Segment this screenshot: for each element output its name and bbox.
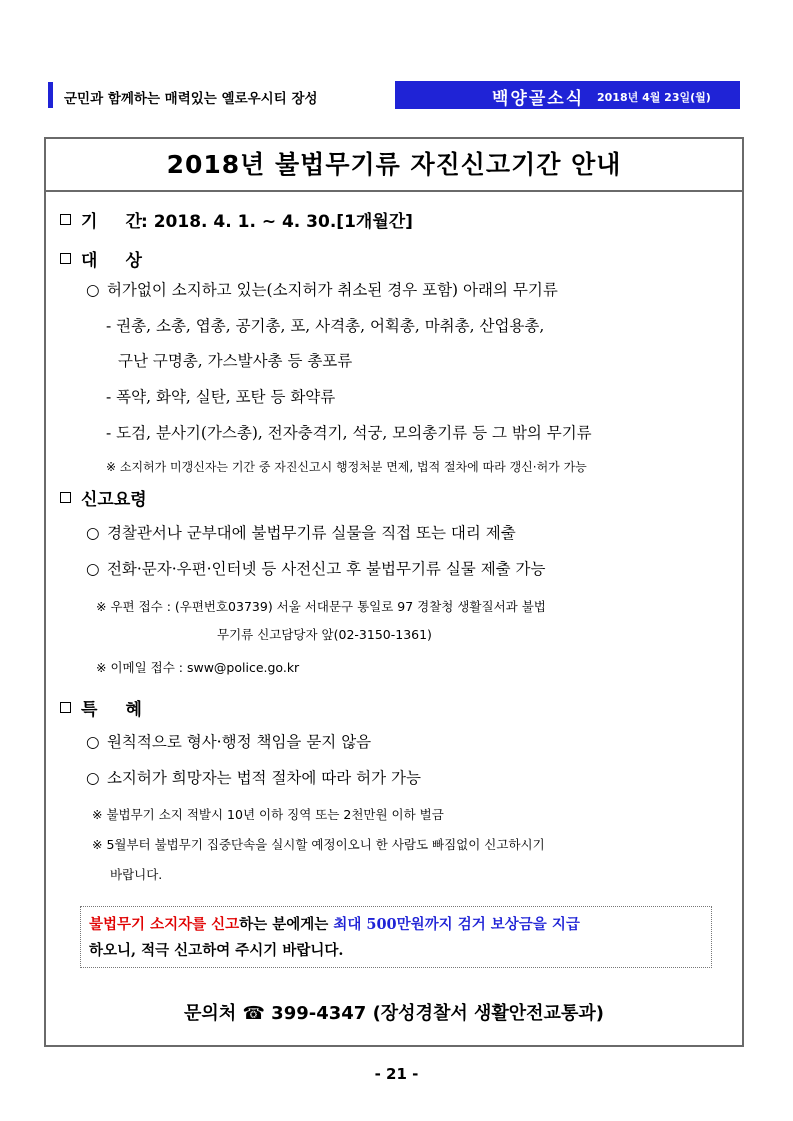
title-row (46, 139, 742, 192)
benefit-label-1: 특 (81, 700, 98, 720)
target-intro (86, 278, 558, 300)
contact-info: 문의처 ☎ 399-4347 (장성경찰서 생활안전교통과) (184, 1003, 604, 1024)
header-slogan: 군민과 함께하는 매력있는 옐로우시티 장성 (64, 91, 318, 107)
target-heading (60, 246, 142, 271)
mail-note-2: 무기류 신고담당자 앞(02-3150-1361) (217, 627, 432, 642)
method-item-text: 경찰관서나 군부대에 불법무기류 실물을 직접 또는 대리 제출 (106, 524, 516, 542)
period-label-1: 기 (81, 212, 98, 232)
notice-mid-text: 하는 분에게는 (239, 916, 334, 933)
notice-frame (44, 137, 744, 1047)
method-item (86, 557, 546, 579)
header-accent-bar (48, 82, 53, 108)
target-item: - 도검, 분사기(가스총), 전자충격기, 석궁, 모의총기류 등 그 밖의 무기류 (106, 424, 592, 442)
target-label-1: 대 (81, 251, 98, 271)
target-intro-text: 허가없이 소지하고 있는(소지허가 취소된 경우 포함) 아래의 무기류 (106, 281, 558, 299)
target-item: 구난 구명총, 가스발사총 등 총포류 (118, 352, 353, 370)
benefit-item (86, 766, 421, 788)
period-value: : 2018. 4. 1. ~ 4. 30.[1개월간] (141, 212, 413, 232)
benefit-label-2: 혜 (125, 700, 142, 720)
period-label-2: 간 (125, 212, 142, 232)
target-item: - 권총, 소총, 엽총, 공기총, 포, 사격총, 어획총, 마취총, 산업용총, (106, 317, 545, 335)
method-item-text: 전화·문자·우편·인터넷 등 사전신고 후 불법무기류 실물 제출 가능 (106, 560, 546, 578)
notice-red-text: 불법무기 소지자를 신고 (89, 916, 240, 933)
checkbox-square-icon (60, 253, 71, 264)
checkbox-square-icon (60, 214, 71, 225)
penalty-note: ※ 불법무기 소지 적발시 10년 이하 징역 또는 2천만원 이하 벌금 (92, 807, 444, 822)
email-note: ※ 이메일 접수 : sww@police.go.kr (96, 660, 300, 675)
circle-bullet-icon: ○ (86, 769, 100, 787)
benefit-item-text: 원칙적으로 형사·행정 책임을 묻지 않음 (106, 733, 372, 751)
header-section-name: 백양골소식 (492, 89, 585, 109)
period-row (60, 207, 413, 232)
crackdown-note-1: ※ 5월부터 불법무기 집중단속을 실시할 예정이오니 한 사람도 빠짐없이 신고하시기 (92, 837, 545, 852)
method-label: 신고요령 (81, 490, 147, 510)
target-item: - 폭약, 화약, 실탄, 포탄 등 화약류 (106, 388, 336, 406)
benefit-item (86, 730, 371, 752)
benefit-item-text: 소지허가 희망자는 법적 절차에 따라 허가 가능 (106, 769, 421, 787)
page-number: - 21 - (374, 1065, 419, 1083)
page-title: 2018년 불법무기류 자진신고기간 안내 (166, 150, 622, 179)
circle-bullet-icon: ○ (86, 524, 100, 542)
method-heading (60, 485, 147, 510)
circle-bullet-icon: ○ (86, 560, 100, 578)
target-note: ※ 소지허가 미갱신자는 기간 중 자진신고시 행정처분 면제, 법적 절차에 따라 갱신·허가 가능 (106, 460, 587, 474)
checkbox-square-icon (60, 702, 71, 713)
reward-notice-box (80, 906, 712, 968)
crackdown-note-2: 바랍니다. (110, 867, 163, 882)
circle-bullet-icon: ○ (86, 281, 100, 299)
header-date: 2018년 4월 23일(월) (597, 91, 711, 104)
circle-bullet-icon: ○ (86, 733, 100, 751)
benefit-heading (60, 695, 142, 720)
header-issue-box (395, 81, 740, 109)
mail-note-1: ※ 우편 접수 : (우편번호03739) 서울 서대문구 통일로 97 경찰청 생활질서과 불법 (96, 599, 546, 614)
method-item (86, 521, 516, 543)
reward-notice-line-1 (89, 913, 580, 934)
checkbox-square-icon (60, 492, 71, 503)
newsletter-header (48, 80, 740, 110)
notice-blue-text: 최대 500만원까지 검거 보상금을 지급 (333, 916, 580, 933)
target-label-2: 상 (125, 251, 142, 271)
reward-notice-line-2: 하오니, 적극 신고하여 주시기 바랍니다. (89, 942, 344, 959)
